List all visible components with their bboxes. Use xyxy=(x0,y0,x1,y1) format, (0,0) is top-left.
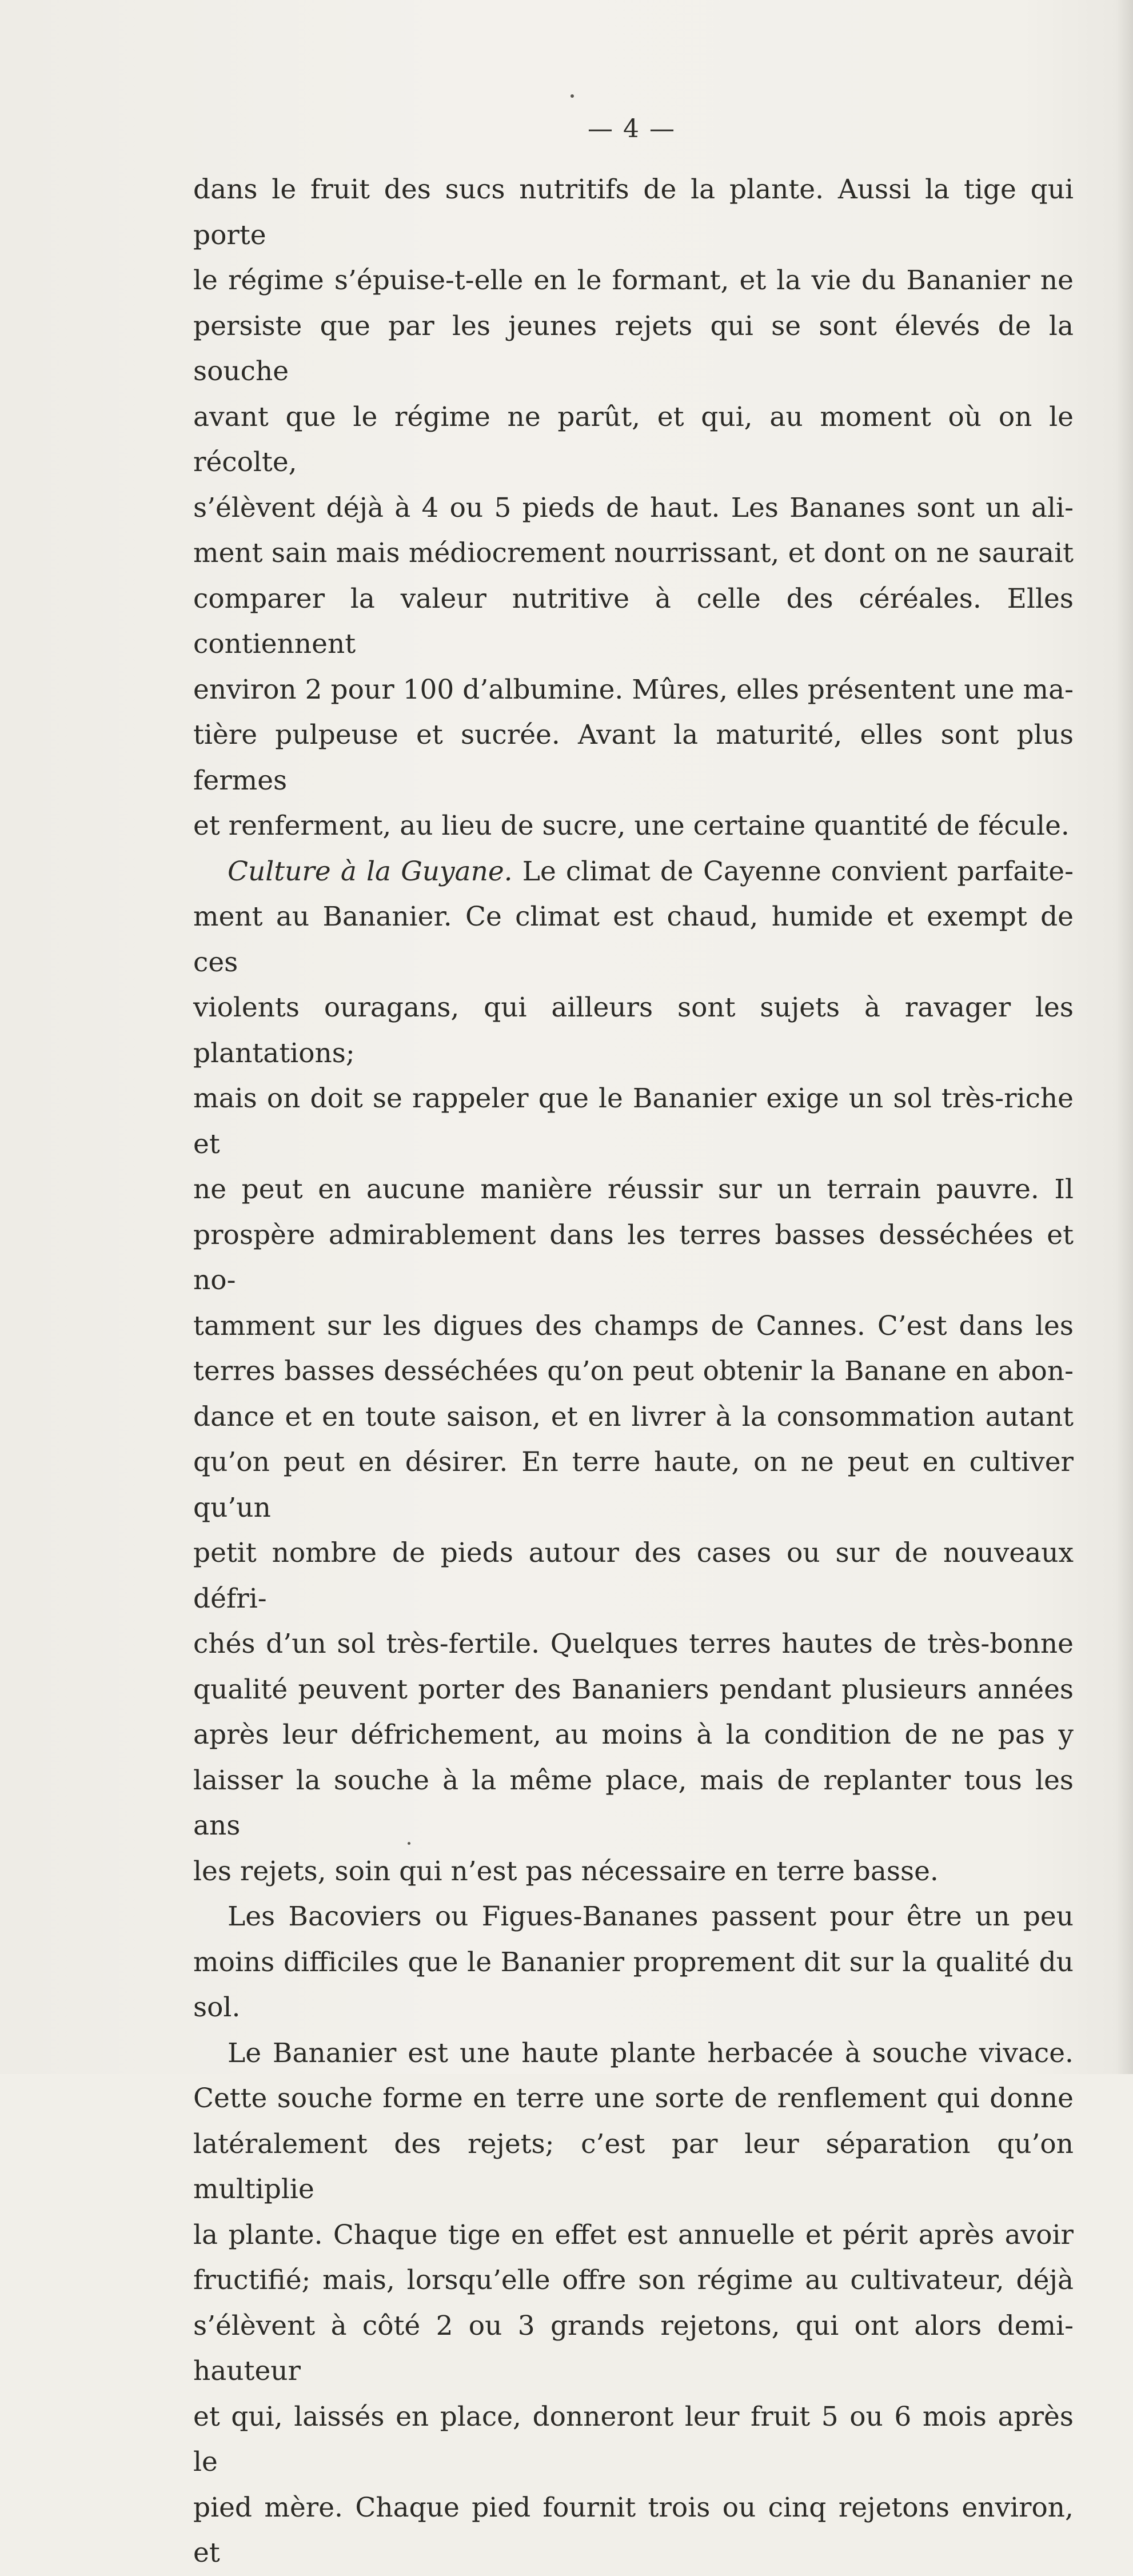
text-line: les rejets, soin qui n’est pas nécessaire en terre basse. xyxy=(193,1855,939,1887)
ink-speck xyxy=(571,94,574,98)
text-line: violents ouragans, qui ailleurs sont sujets à ravager les plantations; xyxy=(193,992,1074,1069)
text-line xyxy=(193,849,1074,895)
text-line: sol. xyxy=(193,1992,241,2023)
text-line: latéralement des rejets; c’est par leur séparation qu’on multiplie xyxy=(193,2128,1074,2205)
text-line: s’élèvent à côté 2 ou 3 grands rejetons, qui ont alors demi-hauteur xyxy=(193,2310,1074,2387)
text-line: Les Bacoviers ou Figues-Bananes passent pour être un peu xyxy=(228,1901,1074,1932)
text-line: ment au Bananier. Ce climat est chaud, humide et exempt de ces xyxy=(193,901,1074,978)
text-line: fructifié; mais, lorsqu’elle offre son régime au cultivateur, déjà xyxy=(193,2264,1074,2296)
text-line: pied mère. Chaque pied fournit trois ou cinq rejetons environ, et xyxy=(193,2491,1074,2569)
text-line: environ 2 pour 100 d’albumine. Mûres, elles présentent une ma- xyxy=(193,673,1074,705)
text-line: prospère admirablement dans les terres basses desséchées et no- xyxy=(193,1219,1074,1296)
text-line: comparer la valeur nutritive à celle des céréales. Elles contiennent xyxy=(193,583,1074,660)
text-line: laisser la souche à la même place, mais de replanter tous les ans xyxy=(193,1764,1074,1841)
text-line: moins difficiles que le Bananier proprement dit sur la qualité du xyxy=(193,1946,1074,1978)
text-line: petit nombre de pieds autour des cases ou sur de nouveaux défri- xyxy=(193,1537,1074,1614)
text-line: qualité peuvent porter des Bananiers pendant plusieurs années xyxy=(193,1673,1074,1705)
text-line: mais on doit se rappeler que le Bananier exige un sol très-riche et xyxy=(193,1083,1074,1160)
text-line: terres basses desséchées qu’on peut obtenir la Banane en abon- xyxy=(193,1355,1074,1387)
body-text xyxy=(193,167,1074,2576)
text-line: persiste que par les jeunes rejets qui se sont élevés de la souche xyxy=(193,310,1074,387)
text-line: Cette souche forme en terre une sorte de renflement qui donne xyxy=(193,2083,1074,2114)
text-line: s’élèvent déjà à 4 ou 5 pieds de haut. Les Bananes sont un ali- xyxy=(193,492,1074,524)
text-line: tière pulpeuse et sucrée. Avant la maturité, elles sont plus fermes xyxy=(193,719,1074,796)
text-line: qu’on peut en désirer. En terre haute, on ne peut en cultiver qu’un xyxy=(193,1446,1074,1524)
text-line: le régime s’épuise-t-elle en le formant, et la vie du Bananier ne xyxy=(193,265,1074,296)
text-line: ment sain mais médiocrement nourrissant, et dont on ne saurait xyxy=(193,537,1074,569)
text-line: dance et en toute saison, et en livrer à la consommation autant xyxy=(193,1401,1074,1433)
text-line: après leur défrichement, au moins à la condition de ne pas y xyxy=(193,1719,1074,1750)
text-line: et qui, laissés en place, donneront leur fruit 5 ou 6 mois après le xyxy=(193,2400,1074,2478)
text-line: avant que le régime ne parût, et qui, au moment où on le récolte, xyxy=(193,401,1074,478)
text-line: la plante. Chaque tige en effet est annuelle et périt après avoir xyxy=(193,2219,1074,2251)
text-line: Le Bananier est une haute plante herbacée à souche vivace. xyxy=(228,2037,1074,2069)
section-heading: Culture à la Guyane. xyxy=(228,855,513,887)
text-line: ne peut en aucune manière réussir sur un terrain pauvre. Il xyxy=(193,1174,1074,1205)
text-line: tamment sur les digues des champs de Cannes. C’est dans les xyxy=(193,1310,1074,1342)
text-line: chés d’un sol très-fertile. Quelques terres hautes de très-bonne xyxy=(193,1628,1074,1660)
text-run: Le climat de Cayenne convient parfaite- xyxy=(512,855,1074,887)
page-number: — 4 — xyxy=(588,114,676,143)
text-line: et renferment, au lieu de sucre, une certaine quantité de fécule. xyxy=(193,810,1070,842)
text-line: dans le fruit des sucs nutritifs de la plante. Aussi la tige qui porte xyxy=(193,174,1074,251)
page-edge-shadow xyxy=(1116,0,1133,2074)
